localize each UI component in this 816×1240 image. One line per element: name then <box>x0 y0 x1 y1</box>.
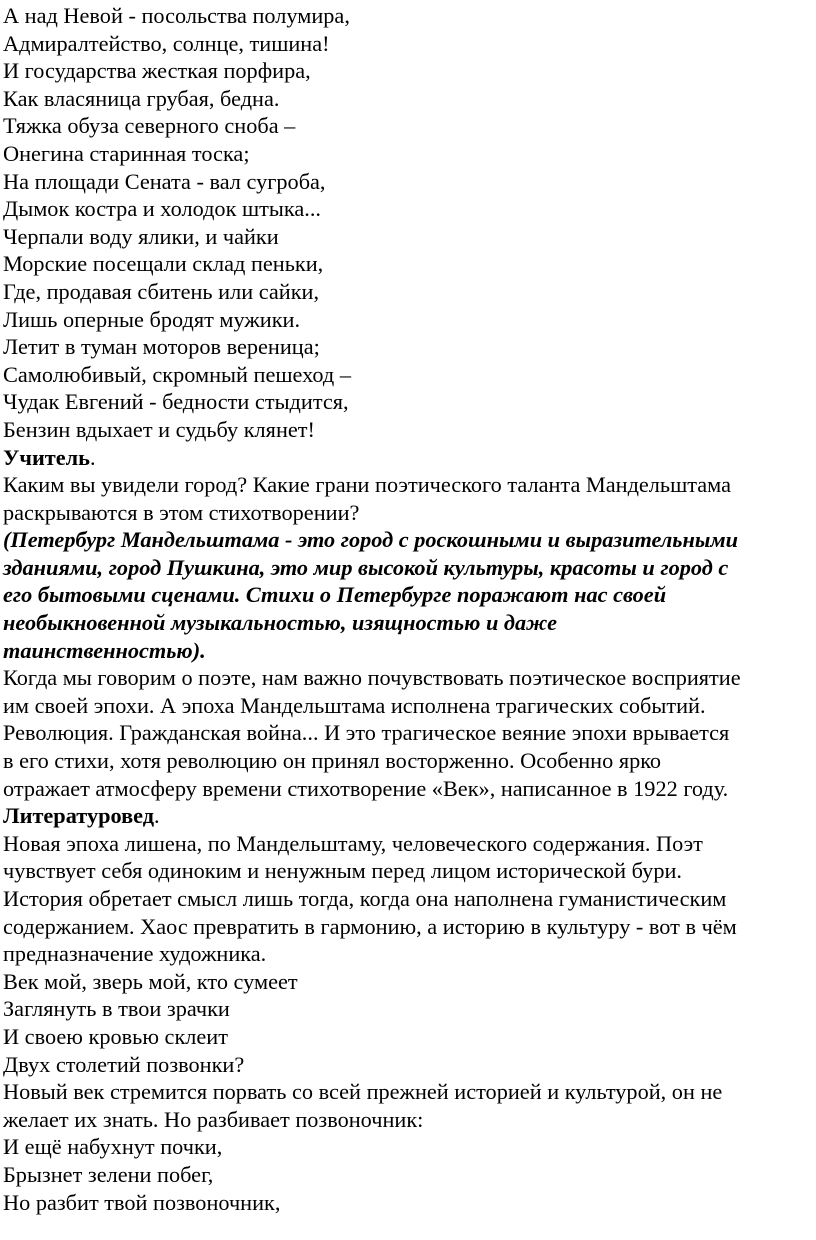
paragraph-line: предназначение художника. <box>3 941 267 967</box>
answer-line: его бытовыми сценами. Стихи о Петербурге поражают нас своей <box>3 582 667 608</box>
answer-line: (Петербург Мандельштама - это город с роскошными и выразительными <box>3 527 739 553</box>
poem-line: Самолюбивый, скромный пешеход – <box>3 361 351 387</box>
speaker-punct: . <box>89 444 96 470</box>
speaker-name: Учитель <box>3 444 90 470</box>
question-line: Каким вы увидели город? Какие грани поэтического таланта Мандельштама <box>3 472 732 498</box>
critic-section <box>3 802 816 1216</box>
poem-line: И ещё набухнут почки, <box>3 1134 223 1160</box>
poem-line: Дымок костра и холодок штыка... <box>3 196 321 222</box>
document-page <box>0 2 816 1240</box>
paragraph-line: в его стихи, хотя революцию он принял восторженно. Особенно ярко <box>3 748 662 774</box>
answer-line: зданиями, город Пушкина, это мир высокой культуры, красоты и город с <box>3 554 729 580</box>
poem-line: Двух столетий позвонки? <box>3 1051 245 1077</box>
answer-line: таинственностью). <box>3 637 206 663</box>
paragraph-line: Новая эпоха лишена, по Мандельштаму, человеческого содержания. Поэт <box>3 830 703 856</box>
poem-line: И государства жесткая порфира, <box>3 58 311 84</box>
poem-line: Брызнет зелени побег, <box>3 1161 214 1187</box>
poem-line: На площади Сената - вал сугроба, <box>3 168 326 194</box>
poem-line: И своею кровью склеит <box>3 1023 228 1049</box>
paragraph-line: содержанием. Хаос превратить в гармонию, а историю в культуру - вот в чём <box>3 913 737 939</box>
poem-line: Морские посещали склад пеньки, <box>3 251 324 277</box>
poem-line: Век мой, зверь мой, кто сумеет <box>3 968 298 994</box>
poem-line: Лишь оперные бродят мужики. <box>3 306 301 332</box>
poem-line: Где, продавая сбитень или сайки, <box>3 278 320 304</box>
poem-line: А над Невой - посольства полумира, <box>3 3 350 28</box>
paragraph-line: История обретает смысл лишь тогда, когда она наполнена гуманистическим <box>3 886 727 911</box>
paragraph-line: чувствует себя одиноким и ненужным перед лицом исторической бури. <box>3 858 682 884</box>
poem-line: Чудак Евгений - бедности стыдится, <box>3 389 349 415</box>
poem-line: Адмиралтейство, солнце, тишина! <box>3 30 330 56</box>
teacher-section <box>3 444 816 803</box>
speaker-heading <box>3 802 816 830</box>
poem-line: Тяжка обуза северного сноба – <box>3 113 296 139</box>
question-line: раскрываются в этом стихотворении? <box>3 499 360 525</box>
answer-line: необыкновенной музыкальностью, изящностью и даже <box>3 610 557 636</box>
poem-line: Онегина старинная тоска; <box>3 140 250 166</box>
paragraph-line: Революция. Гражданская война... И это трагическое веяние эпохи врывается <box>3 720 730 746</box>
paragraph-line: желает их знать. Но разбивает позвоночник: <box>3 1106 424 1132</box>
poem-line: Как власяница грубая, бедна. <box>3 85 280 111</box>
paragraph-line: им своей эпохи. А эпоха Мандельштама исполнена трагических событий. <box>3 692 706 718</box>
poem-line: Но разбит твой позвоночник, <box>3 1189 281 1215</box>
speaker-punct: . <box>154 803 160 829</box>
paragraph-line: отражает атмосферу времени стихотворение «Век», написанное в 1922 году. <box>3 775 729 801</box>
speaker-name: Литературовед <box>3 803 155 829</box>
poem-line: Летит в туман моторов вереница; <box>3 334 320 360</box>
poem-line: Черпали воду ялики, и чайки <box>3 223 279 249</box>
paragraph-line: Когда мы говорим о поэте, нам важно почувствовать поэтическое восприятие <box>3 665 741 691</box>
paragraph-line: Новый век стремится порвать со всей прежней историей и культурой, он не <box>3 1079 723 1105</box>
poem-line: Бензин вдыхает и судьбу клянет! <box>3 416 315 442</box>
speaker-heading <box>3 444 816 472</box>
poem-line: Заглянуть в твои зрачки <box>3 996 230 1022</box>
poem-petersburg <box>3 2 816 444</box>
